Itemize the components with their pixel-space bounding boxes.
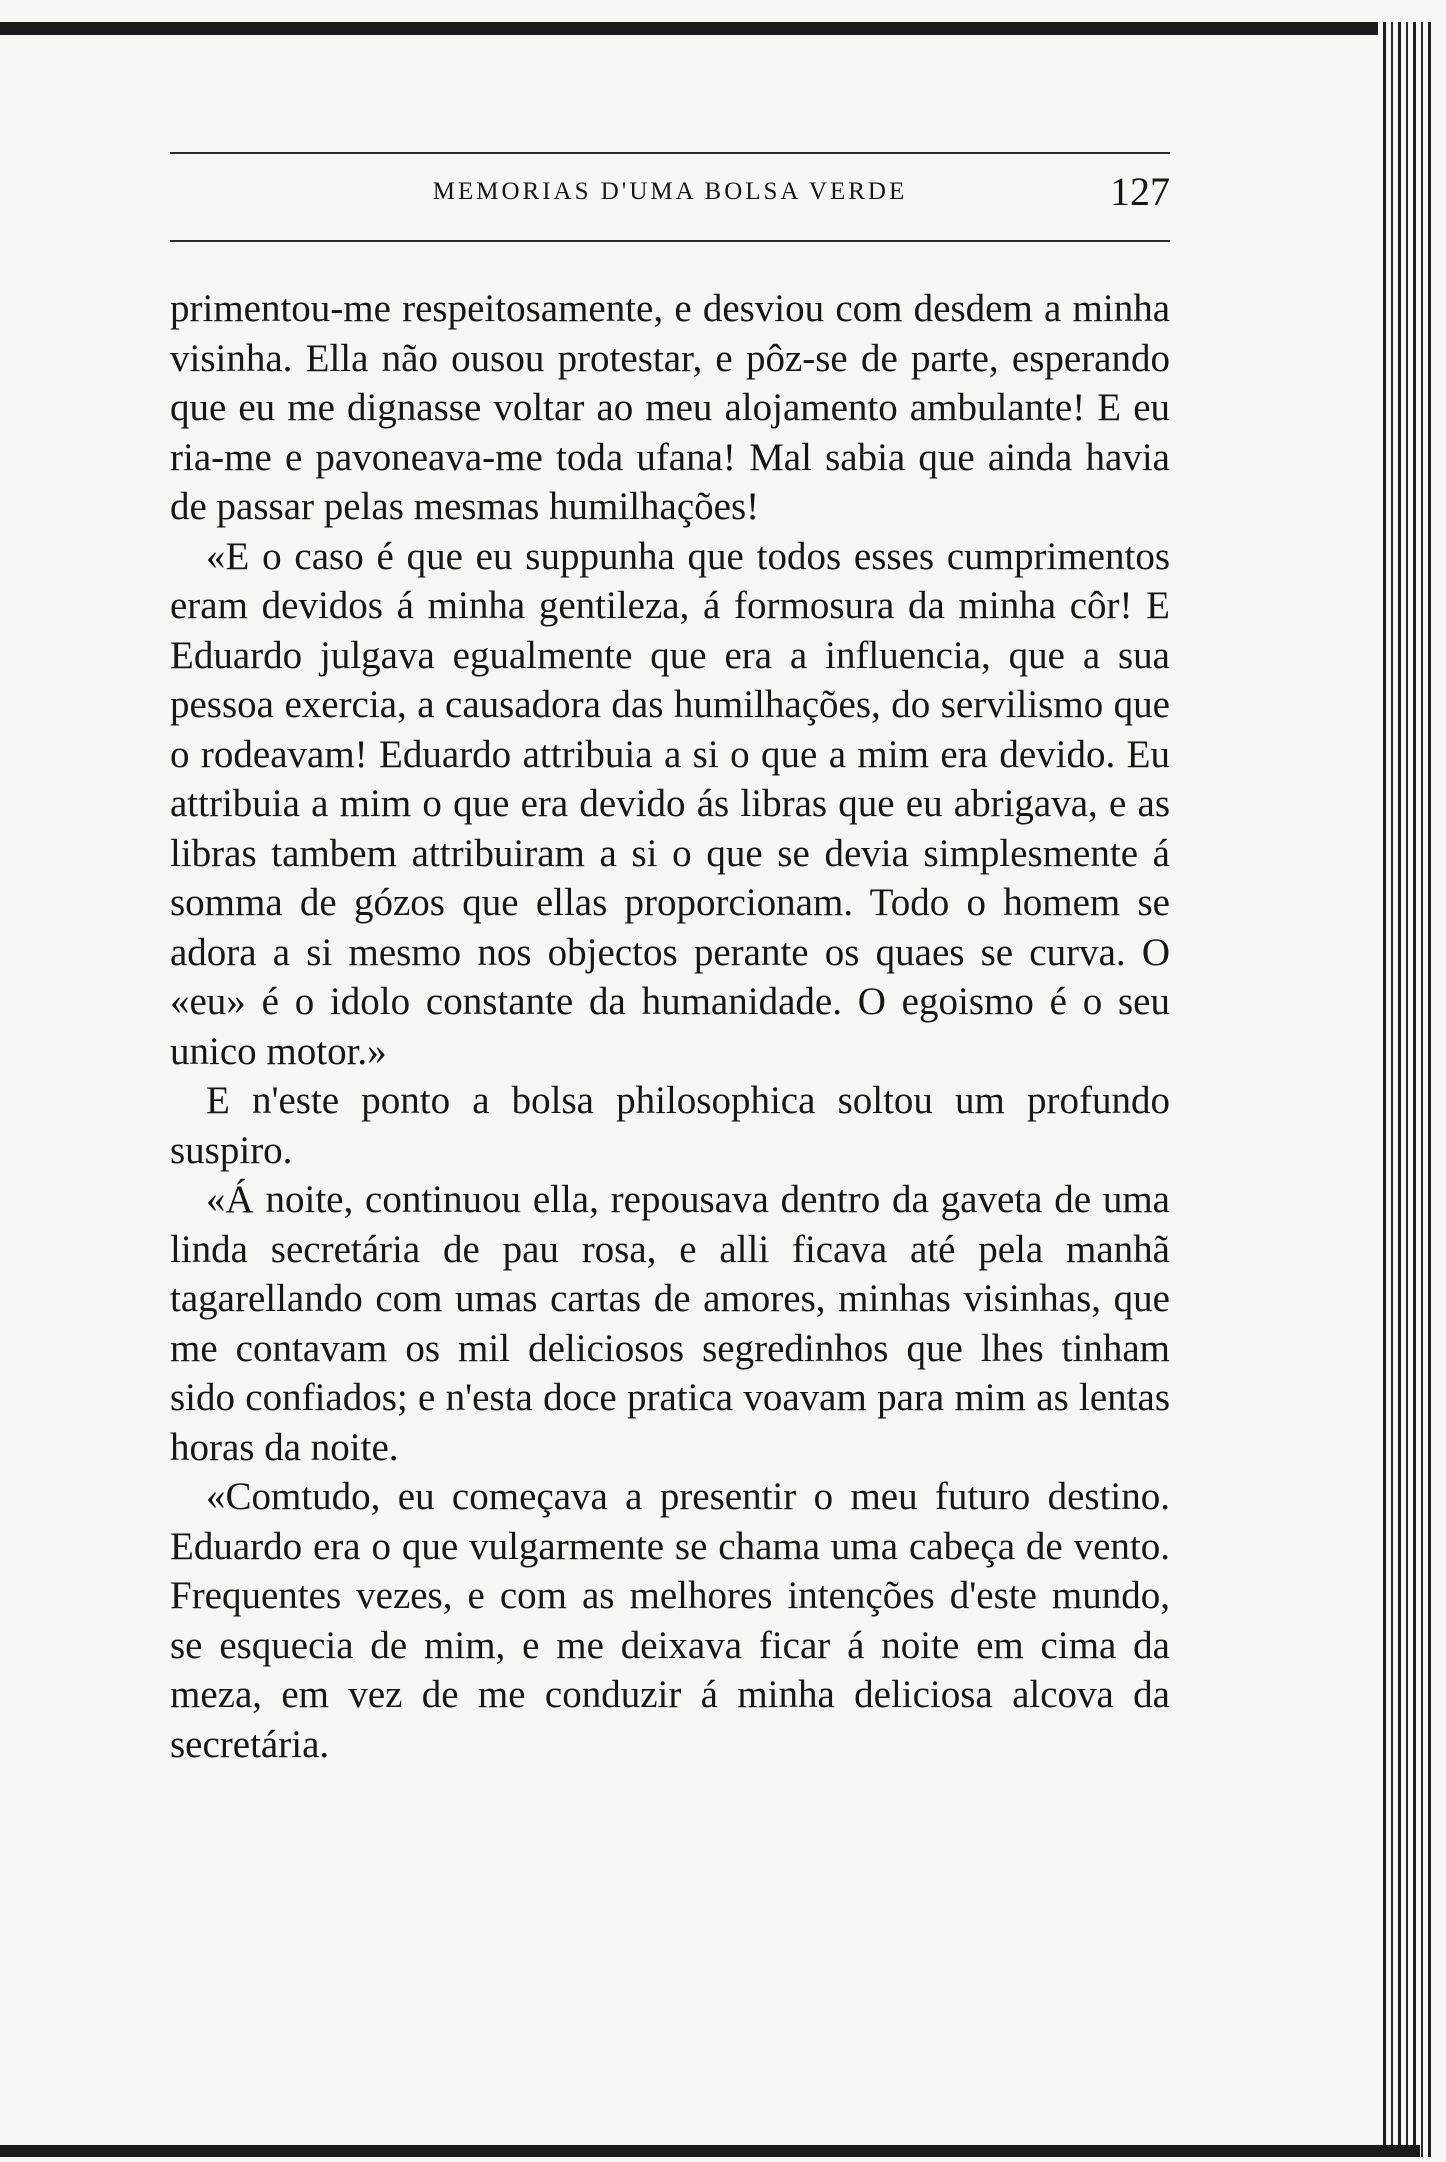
paragraph-continued: primentou-me respeitosamente, e desviou com desdem a minha visinha. Ella não ousou protestar, e pôz-se de parte, esperando que eu me dignasse voltar ao meu alojamento ambulante! E eu ria-me e pavoneava-me toda ufana! Mal sabia que ainda havia de passar pelas mesmas humilhações! [170,287,1170,528]
paragraph: «E o caso é que eu suppunha que todos esses cumprimentos eram devidos á minha gentileza, á formosura da minha côr! E Eduardo julgava egualmente que era a influencia, que a sua pessoa exercia, a causadora das humilhações, do servilismo que o rodeavam! Eduardo attribuia a si o que a mim era devido. Eu attribuia a mim o que era devido ás libras que eu abrigava, e as libras tambem attribuiram a si o que se devia simplesmente á somma de gózos que ellas proporcionam. Todo o homem se adora a si mesmo nos objectos perante os quaes se curva. O «eu» é o idolo constante da humanidade. O egoismo é o seu unico motor.» [170,534,1170,1073]
paragraph: «Comtudo, eu começava a presentir o meu futuro destino. Eduardo era o que vulgarmente se chama uma cabeça de vento. Frequentes vezes, e com as melhores intenções d'este mundo, se esquecia de mim, e me deixava ficar á noite em cima da meza, em vez de me conduzir á minha deliciosa alcova da secretária. [170,1475,1170,1766]
running-title: MEMORIAS D'UMA BOLSA VERDE [432,178,908,205]
page-number: 127 [1110,169,1170,214]
page-body-text [170,284,1170,1769]
book-spine-edge [1378,22,1432,2157]
header-top-rule [170,152,1170,154]
header-bottom-rule [170,240,1170,242]
page-bottom-border [0,2145,1420,2157]
paragraph: «Á noite, continuou ella, repousava dentro da gaveta de uma linda secretária de pau rosa, e alli ficava até pela manhã tagarellando com umas cartas de amores, minhas visinhas, que me contavam os mil deliciosos segredinhos que lhes tinham sido confiados; e n'esta doce pratica voavam para mim as lentas horas da noite. [170,1178,1170,1469]
page-top-border [0,22,1420,35]
paragraph: E n'este ponto a bolsa philosophica soltou um profundo suspiro. [170,1079,1170,1172]
